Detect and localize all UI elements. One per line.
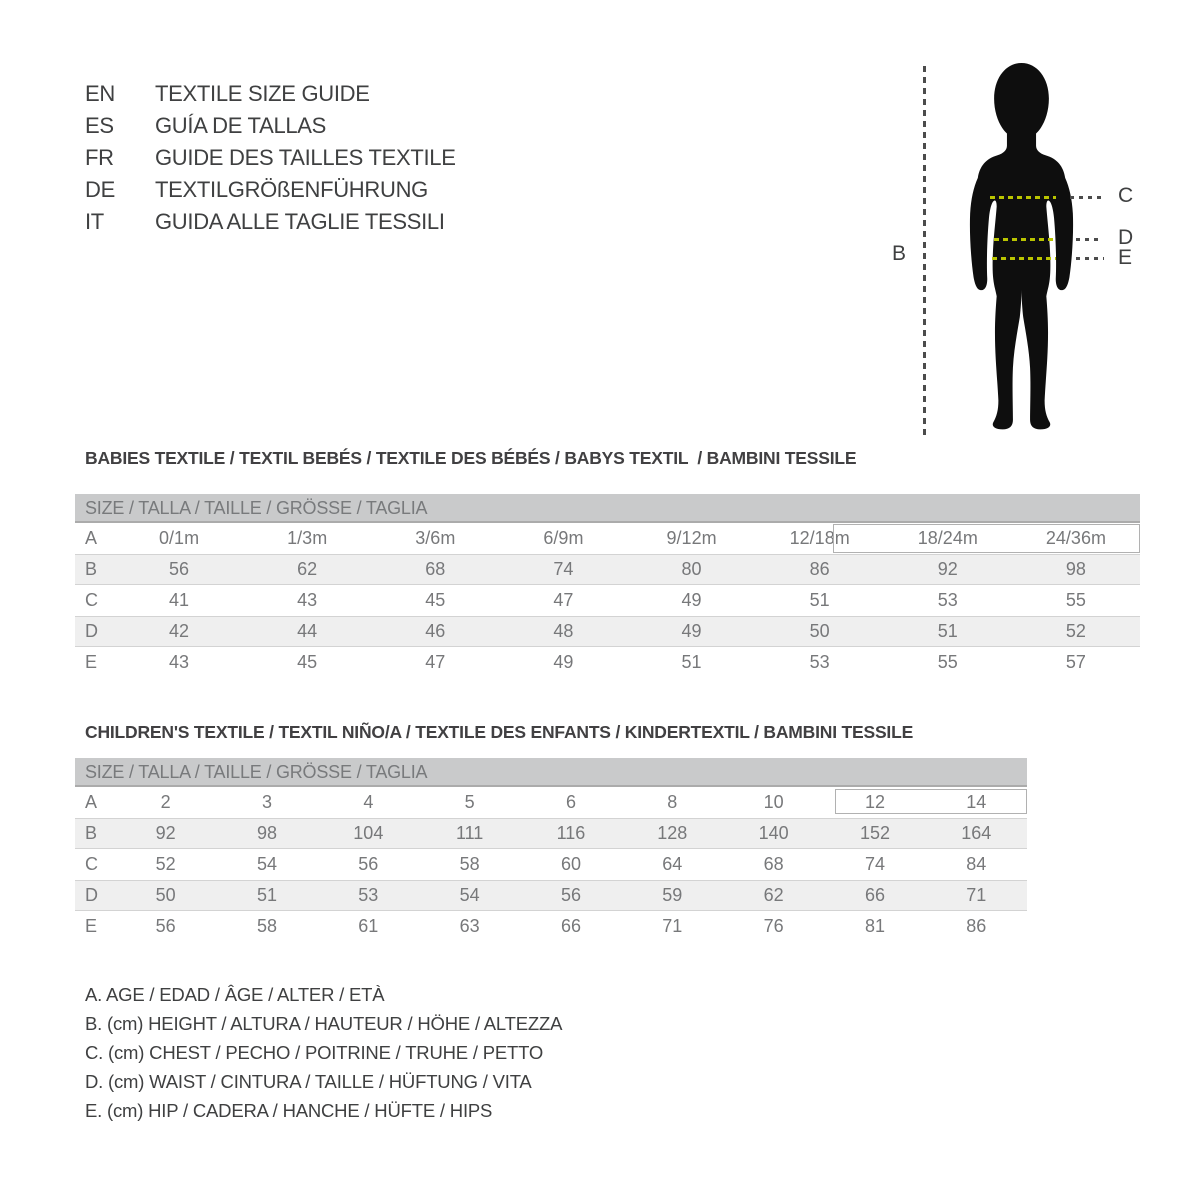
- size-cell: 12/18m: [789, 528, 850, 548]
- size-cell: 10: [763, 792, 784, 812]
- language-code: IT: [85, 209, 104, 234]
- size-cell: 98: [1065, 559, 1086, 579]
- size-cell: 128: [657, 823, 688, 843]
- size-cell: 74: [864, 854, 885, 874]
- size-cell: 92: [155, 823, 176, 843]
- size-cell: 14: [966, 792, 987, 812]
- size-cell: 52: [1065, 621, 1086, 641]
- size-cell: 61: [358, 916, 379, 936]
- size-cell: 53: [358, 885, 379, 905]
- table-row: [75, 585, 1140, 616]
- legend-item: C. (cm) CHEST / PECHO / POITRINE / TRUHE / PETTO: [85, 1042, 544, 1063]
- size-cell: 58: [459, 854, 480, 874]
- size-cell: 57: [1065, 652, 1086, 672]
- size-cell: 71: [966, 885, 987, 905]
- language-code: FR: [85, 145, 114, 170]
- children-size-table: [75, 758, 1027, 942]
- row-cells: [115, 621, 1140, 642]
- size-cell: 55: [937, 652, 958, 672]
- language-title: GUIDA ALLE TAGLIE TESSILI: [155, 209, 445, 234]
- language-item: [85, 78, 456, 110]
- size-cell: 51: [681, 652, 702, 672]
- size-cell: 74: [553, 559, 574, 579]
- size-cell: 81: [864, 916, 885, 936]
- legend-item: B. (cm) HEIGHT / ALTURA / HAUTEUR / HÖHE / ALTEZZA: [85, 1013, 563, 1034]
- size-cell: 66: [864, 885, 885, 905]
- size-cell: 53: [809, 652, 830, 672]
- size-cell: 47: [425, 652, 446, 672]
- table-row: [75, 647, 1140, 678]
- size-cell: 6: [565, 792, 576, 812]
- language-code: DE: [85, 177, 115, 202]
- size-cell: 50: [809, 621, 830, 641]
- size-cell: 56: [169, 559, 190, 579]
- row-label: D: [85, 885, 98, 905]
- size-cell: 51: [937, 621, 958, 641]
- size-cell: 48: [553, 621, 574, 641]
- size-cell: 49: [553, 652, 574, 672]
- size-cell: 71: [662, 916, 683, 936]
- row-label: A: [85, 792, 98, 812]
- size-cell: 52: [155, 854, 176, 874]
- size-cell: 63: [459, 916, 480, 936]
- size-cell: 18/24m: [917, 528, 978, 548]
- table-row: [75, 911, 1027, 942]
- size-cell: 56: [155, 916, 176, 936]
- row-label: C: [85, 590, 98, 610]
- size-cell: 80: [681, 559, 702, 579]
- size-cell: 56: [358, 854, 379, 874]
- language-title: TEXTILGRÖßENFÜHRUNG: [155, 177, 428, 202]
- height-measure-line: [923, 66, 926, 440]
- size-cell: 51: [256, 885, 277, 905]
- size-cell: 54: [256, 854, 277, 874]
- size-cell: 49: [681, 590, 702, 610]
- hip-guide-line: [1076, 257, 1104, 260]
- language-item: [85, 110, 456, 142]
- language-item: [85, 174, 456, 206]
- table-row: [75, 880, 1027, 911]
- table-row: [75, 616, 1140, 647]
- size-cell: 64: [662, 854, 683, 874]
- size-cell: 140: [758, 823, 789, 843]
- size-cell: 111: [455, 823, 484, 843]
- row-cells: [115, 854, 1027, 875]
- size-cell: 68: [763, 854, 784, 874]
- size-cell: 68: [425, 559, 446, 579]
- chest-label: C: [1118, 184, 1134, 207]
- size-cell: 86: [809, 559, 830, 579]
- size-cell: 56: [560, 885, 581, 905]
- size-cell: 152: [859, 823, 890, 843]
- waist-label: D: [1118, 226, 1134, 249]
- child-silhouette: [965, 63, 1078, 432]
- size-cell: 43: [297, 590, 318, 610]
- size-cell: 9/12m: [666, 528, 717, 548]
- size-cell: 3/6m: [415, 528, 456, 548]
- chest-measure-line: [990, 196, 1056, 199]
- size-cell: 62: [297, 559, 318, 579]
- size-cell: 53: [937, 590, 958, 610]
- size-cell: 66: [560, 916, 581, 936]
- language-code: EN: [85, 81, 115, 106]
- size-cell: 43: [169, 652, 190, 672]
- size-cell: 47: [553, 590, 574, 610]
- language-title: TEXTILE SIZE GUIDE: [155, 81, 370, 106]
- size-cell: 50: [155, 885, 176, 905]
- size-cell: 54: [459, 885, 480, 905]
- size-cell: 44: [297, 621, 318, 641]
- babies-size-table: [75, 494, 1140, 678]
- size-cell: 3: [261, 792, 272, 812]
- row-cells: [115, 885, 1027, 906]
- height-label: B: [892, 242, 907, 265]
- size-cell: 8: [667, 792, 678, 812]
- row-label: E: [85, 652, 98, 672]
- language-item: [85, 142, 456, 174]
- size-cell: 86: [966, 916, 987, 936]
- row-cells: [115, 916, 1027, 937]
- waist-guide-line: [1076, 238, 1103, 241]
- size-cell: 1/3m: [287, 528, 328, 548]
- measurement-legend: [85, 980, 562, 1125]
- size-cell: 6/9m: [543, 528, 584, 548]
- size-cell: 98: [256, 823, 277, 843]
- language-code: ES: [85, 113, 114, 138]
- row-cells: [115, 652, 1140, 673]
- size-table-header: SIZE / TALLA / TAILLE / GRÖSSE / TAGLIA: [75, 758, 1027, 787]
- size-cell: 84: [966, 854, 987, 874]
- figure-size-diagram: [890, 50, 1170, 450]
- size-cell: 2: [160, 792, 171, 812]
- size-cell: 104: [353, 823, 384, 843]
- row-cells: [115, 590, 1140, 611]
- size-cell: 62: [763, 885, 784, 905]
- size-highlight-box: [835, 789, 1027, 814]
- table-row: [75, 554, 1140, 585]
- size-table-header: SIZE / TALLA / TAILLE / GRÖSSE / TAGLIA: [75, 494, 1140, 523]
- size-cell: 45: [297, 652, 318, 672]
- chest-guide-line: [1070, 196, 1103, 199]
- size-cell: 164: [961, 823, 992, 843]
- row-cells: [115, 559, 1140, 580]
- size-cell: 0/1m: [159, 528, 200, 548]
- size-cell: 51: [809, 590, 830, 610]
- row-label: B: [85, 823, 98, 843]
- language-guide: [85, 78, 456, 238]
- size-cell: 4: [363, 792, 374, 812]
- row-cells: [115, 823, 1027, 844]
- size-cell: 59: [662, 885, 683, 905]
- size-cell: 12: [864, 792, 885, 812]
- row-label: A: [85, 528, 98, 548]
- size-highlight-box: [833, 524, 1140, 553]
- size-cell: 60: [560, 854, 581, 874]
- size-cell: 92: [937, 559, 958, 579]
- size-cell: 58: [256, 916, 277, 936]
- hip-label: E: [1118, 246, 1133, 269]
- babies-section-heading: BABIES TEXTILE / TEXTIL BEBÉS / TEXTILE DES BÉBÉS / BABYS TEXTIL / BAMBINI TESSILE: [85, 448, 857, 468]
- waist-measure-line: [994, 238, 1057, 241]
- language-title: GUÍA DE TALLAS: [155, 113, 327, 138]
- legend-item: E. (cm) HIP / CADERA / HANCHE / HÜFTE / HIPS: [85, 1100, 493, 1121]
- size-cell: 116: [556, 823, 586, 843]
- row-label: B: [85, 559, 98, 579]
- size-cell: 41: [169, 590, 190, 610]
- language-title: GUIDE DES TAILLES TEXTILE: [155, 145, 456, 170]
- legend-item: D. (cm) WAIST / CINTURA / TAILLE / HÜFTUNG / VITA: [85, 1071, 532, 1092]
- size-cell: 45: [425, 590, 446, 610]
- row-label: C: [85, 854, 98, 874]
- row-label: E: [85, 916, 98, 936]
- size-cell: 5: [464, 792, 475, 812]
- hip-measure-line: [992, 257, 1056, 260]
- size-cell: 55: [1065, 590, 1086, 610]
- legend-item: A. AGE / EDAD / ÂGE / ALTER / ETÀ: [85, 984, 385, 1005]
- size-cell: 49: [681, 621, 702, 641]
- size-cell: 46: [425, 621, 446, 641]
- table-row: [75, 818, 1027, 849]
- children-section-heading: CHILDREN'S TEXTILE / TEXTIL NIÑO/A / TEXTILE DES ENFANTS / KINDERTEXTIL / BAMBINI TESSILE: [85, 722, 914, 742]
- size-cell: 24/36m: [1045, 528, 1106, 548]
- row-label: D: [85, 621, 98, 641]
- size-cell: 42: [169, 621, 190, 641]
- table-row: [75, 849, 1027, 880]
- language-item: [85, 206, 456, 238]
- size-cell: 76: [763, 916, 784, 936]
